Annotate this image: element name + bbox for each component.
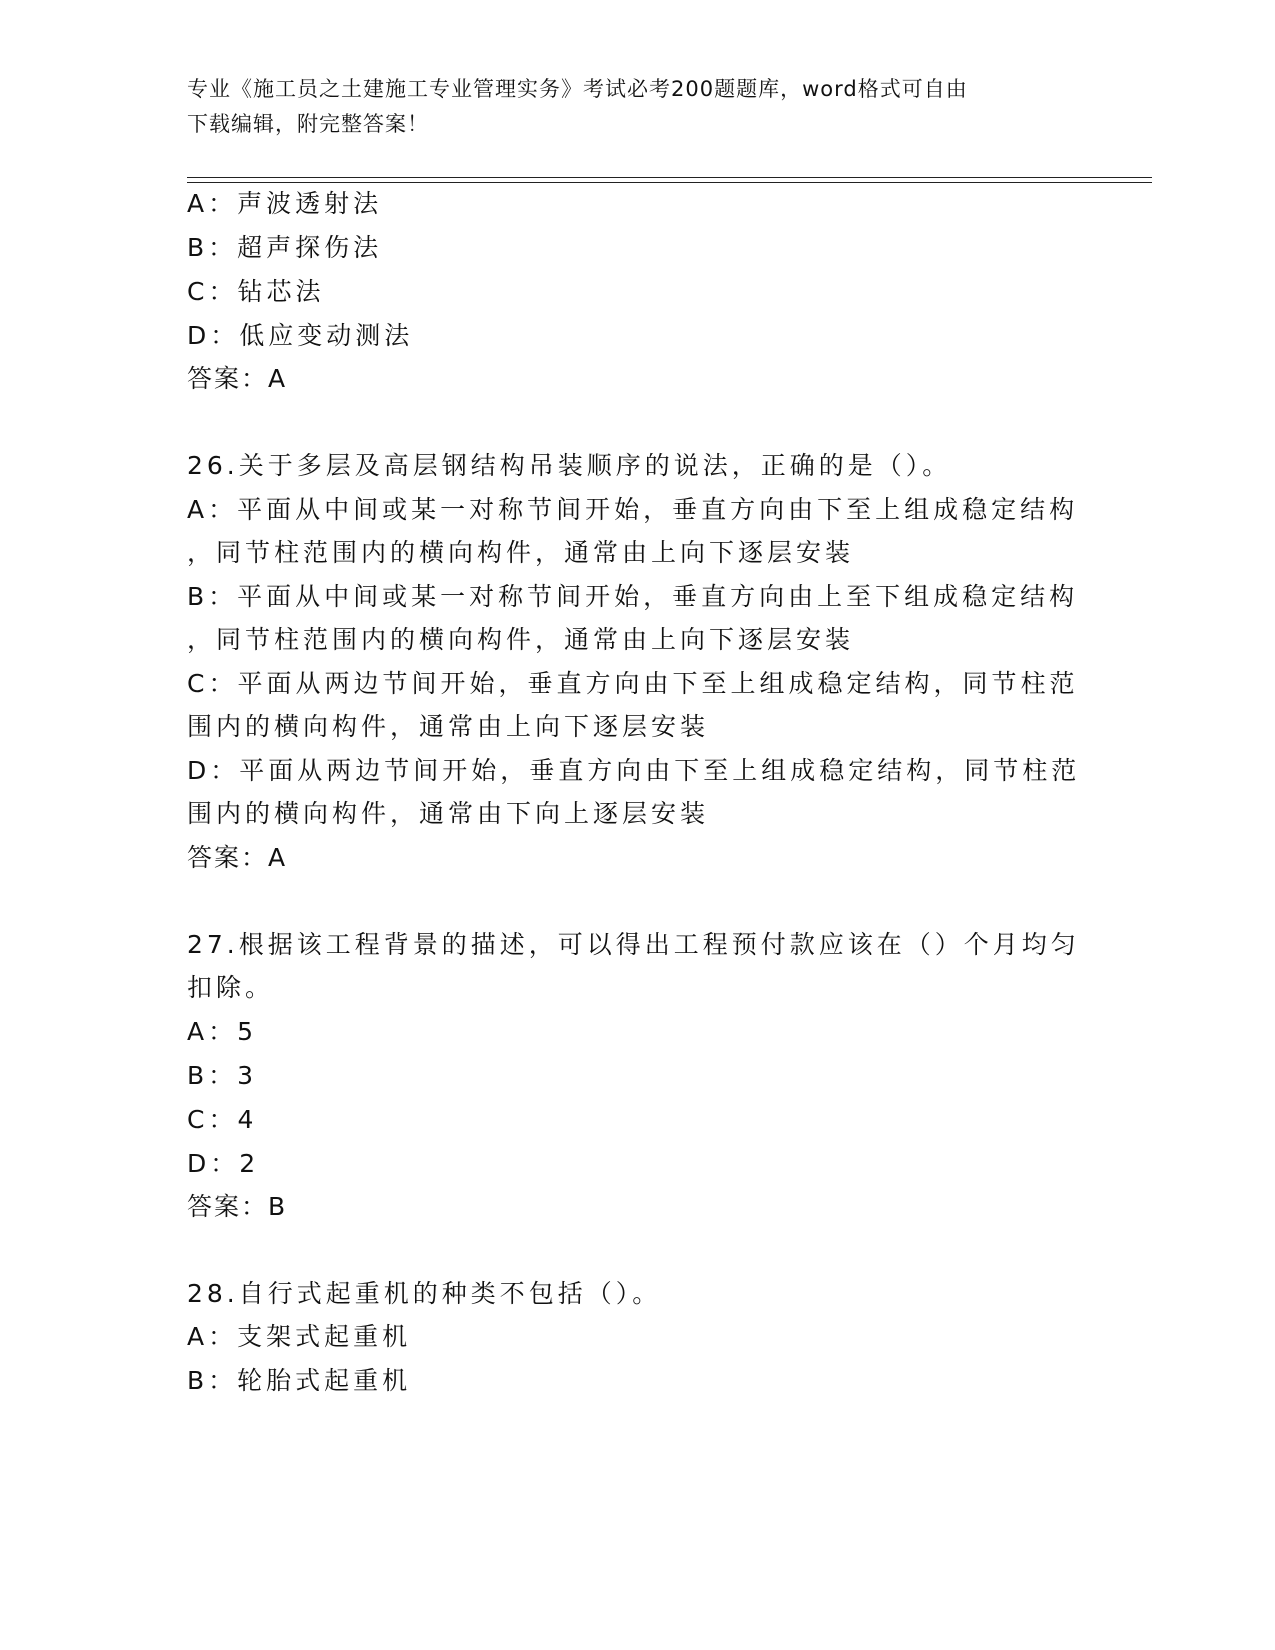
q28-option-a: A：支架式起重机: [187, 1322, 412, 1351]
q27-question-line-2: 扣除。: [187, 973, 275, 1002]
q25-answer: 答案：A: [187, 364, 288, 393]
q27-option-d: D：2: [187, 1149, 260, 1178]
header-divider-top: [187, 177, 1152, 178]
q26-answer: 答案：A: [187, 843, 288, 872]
document-header: [187, 72, 1067, 142]
q25-option-d: D：低应变动测法: [187, 321, 414, 350]
q27-option-a: A：5: [187, 1017, 258, 1046]
q25-option-b: B：超声探伤法: [187, 233, 383, 262]
q25-option-a: A：声波透射法: [187, 189, 383, 218]
q26-option-d-line-2: 围内的横向构件，通常由下向上逐层安装: [187, 799, 710, 828]
header-line-2: 下载编辑，附完整答案！: [187, 112, 429, 136]
q26-option-c-line-1: C：平面从两边节间开始，垂直方向由下至上组成稳定结构，同节柱范: [187, 669, 1079, 698]
q26-option-b-line-2: ，同节柱范围内的横向构件，通常由上向下逐层安装: [187, 625, 855, 654]
q26-option-a-line-2: ，同节柱范围内的横向构件，通常由上向下逐层安装: [187, 538, 855, 567]
q27-option-b: B：3: [187, 1061, 258, 1090]
q27-question-line-1: 27.根据该工程背景的描述，可以得出工程预付款应该在（）个月均匀: [187, 930, 1080, 959]
q26-option-b-line-1: B：平面从中间或某一对称节间开始，垂直方向由上至下组成稳定结构: [187, 582, 1079, 611]
q26-question: 26.关于多层及高层钢结构吊装顺序的说法，正确的是（）。: [187, 451, 952, 480]
header-line-1: 专业《施工员之土建施工专业管理实务》考试必考200题题库，word格式可自由: [187, 77, 968, 101]
q25-option-c: C：钻芯法: [187, 277, 325, 306]
q26-option-d-line-1: D：平面从两边节间开始，垂直方向由下至上组成稳定结构，同节柱范: [187, 756, 1081, 785]
q28-question: 28.自行式起重机的种类不包括（）。: [187, 1279, 662, 1308]
q27-option-c: C：4: [187, 1105, 258, 1134]
q28-option-b: B：轮胎式起重机: [187, 1366, 412, 1395]
q26-option-c-line-2: 围内的横向构件，通常由上向下逐层安装: [187, 712, 710, 741]
q27-answer: 答案：B: [187, 1192, 288, 1221]
header-divider-bottom: [187, 182, 1152, 183]
q26-option-a-line-1: A：平面从中间或某一对称节间开始，垂直方向由下至上组成稳定结构: [187, 495, 1079, 524]
